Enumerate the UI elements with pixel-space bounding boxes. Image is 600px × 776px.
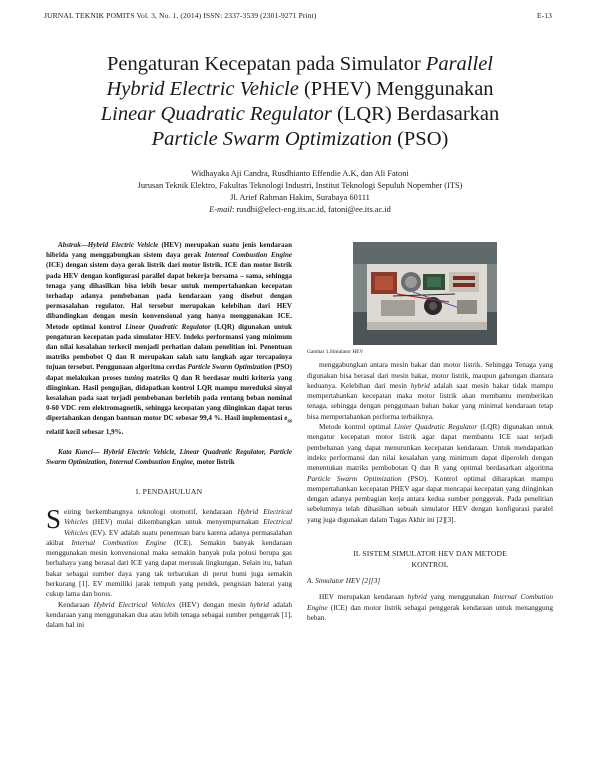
body-text: Particle Swarm Optimization	[307, 473, 402, 483]
body-text: Kendaraan	[58, 599, 94, 609]
body-text: Internal Combution Engine	[307, 592, 553, 612]
keywords-list: — Hybrid Electric Vehicle, Linear Quadratic Regulator, Particle Swarm Optimization, Internal Combustion Engine,	[46, 448, 292, 467]
paper-title	[52, 52, 548, 152]
title-part: (PSO)	[391, 128, 449, 150]
abstract-text: (ICE) dengan sistem daya gerak listrik dari motor listrik. ICE dan motor listrik pada HEV dengan konfigurasi parallel dapat bekerja bersama – sama, sehingga tenaga yang dihasilkan bisa lebih besar untuk mempertahankan kecepatan terhadap adanya pembebanan pada kendaraan yang disebut dengan permasalahan regulator. Hal tersebut merupakan kelebihan dari HEV dibandingkan dengan mesin konvensional yang hanya menggunakan ICE. Metode optimal kontrol	[46, 261, 292, 331]
abstract-text: Particle Swarm Optimization	[187, 363, 272, 372]
title-part-italic: Linear Quadratic Regulator	[100, 103, 332, 125]
email-label: E-mail	[209, 204, 232, 214]
section-heading-simulator	[307, 549, 553, 570]
address: Jl. Arief Rahman Hakim, Surabaya 60111	[230, 192, 370, 202]
abstract-text: (LQR) digunakan untuk pengaturan kecepatan pada simulator HEV. Indeks performansi yang minimum dan nilai kesalahan terkecil menjadi perhatian dalam penelitian ini. Penentuan matriks pembobot Q dan R merupakan salah satu langkah agar tercapainya tujuan tersebut. Penggunaan algoritma cerdas	[46, 322, 292, 372]
right-column	[307, 240, 553, 623]
author-block	[52, 168, 548, 216]
affiliation: Jurusan Teknik Elektro, Fakultas Teknologi Industri, Institut Teknologi Sepuluh Nopember (ITS)	[137, 180, 463, 190]
body-text: (HEV) dengan mesin	[175, 599, 250, 609]
abstract-text: relatif kecil sebesar 1,9%.	[46, 428, 124, 437]
keywords	[46, 447, 292, 467]
title-part-italic: Parallel	[425, 53, 493, 75]
right-paragraph-3	[307, 592, 553, 623]
author-names: Widhayaka Aji Candra, Rusdhianto Effendie A.K, dan Ali Fatoni	[191, 169, 409, 178]
right-paragraph-2	[307, 422, 553, 525]
body-text: Hybrid Electrical Vehicles	[93, 599, 176, 609]
section-heading-line: II. SISTEM SIMULATOR HEV DAN METODE	[353, 549, 507, 559]
section-heading-introduction: I. PENDAHULUAN	[135, 486, 203, 496]
abstract	[46, 240, 292, 437]
title-part: (PHEV) Menggunakan	[298, 78, 494, 100]
body-text: (ICE) dan motor listrik sebagai penggerak kendaraan untuk menanggung beban.	[307, 602, 553, 622]
body-text: Linier Quadratic Regulator	[393, 422, 478, 432]
intro-paragraph-1	[46, 503, 292, 600]
page-number: E-13	[536, 11, 552, 20]
body-text: menggabungkan antara mesin bakar dan motor listrik. Sehingga Tenaga yang digunakan bisa berasal dari mesin bakar, motor listrik, maupun gabungan diantara keduanya. Kelebihan dari mesin	[307, 360, 553, 390]
abstract-dash: —	[80, 241, 88, 249]
abstract-text: matriks Q dan R berdasar multi kriteria yang diinginkan. Hasil pengujian, didapatkan kontrol LQR mampu mereduksi sinyal kesalahan pada saat terjadi pembebanan berlebih pada rentang beban nominal 0-60 VDC rem elektromagnetik, sehingga kecepatan yang diinginkan dapat terus dipertahankan dengan bantuan motor DC sebesar 99,4 %. Hasil implementasi e	[46, 373, 292, 423]
body-text: Metode kontrol optimal	[319, 422, 394, 432]
intro-paragraph-2	[46, 600, 292, 631]
abstract-text: Hybrid Electric Vehicle	[87, 241, 159, 249]
title-part-italic: Particle Swarm Optimization	[151, 128, 392, 150]
body-text: eiring berkembangnya teknologi otomotif, kendaraan	[64, 506, 238, 516]
abstract-text: tuning	[124, 373, 144, 382]
abstract-text: Linear Quadratic Regulator	[125, 322, 211, 331]
body-text: hybrid	[407, 592, 427, 602]
figure-caption: Gambar 1.Simulator HEV	[307, 349, 364, 355]
hev-simulator-image	[353, 242, 497, 345]
drop-cap: S	[46, 503, 62, 534]
body-text: adalah saat mesin bakar tidak mampu mempertahankan kecepatan maka motor listrik akan membantu memberikan tenaga, sehingga dengan penggunaan bahan bakar yang minimal kendaraan tetap bisa mempertahankan performa terbaiknya.	[307, 380, 553, 421]
body-text: (LQR) digunakan untuk mengatur kecepatan motor listrik agar dapat membantu ICE saat terjadi pembebanan yang dapat menurunkan kecepatan kendaraan. Untuk mendapatkan indeks performansi dan nilai kesalahan yang minimum dapat diperoleh dengan menentukan matriks pembobotan Q dan R yang optimal berdasarkan algoritma	[307, 422, 553, 473]
subsection-heading: A. Simulator HEV [2][3]	[307, 576, 381, 586]
title-part-italic: Hybrid Electric Vehicle	[106, 78, 299, 100]
body-text: Electrical Vehicles	[64, 517, 292, 537]
title-part: Pengaturan Kecepatan pada Simulator	[107, 53, 426, 75]
body-text: hybrid	[410, 380, 430, 390]
abstract-label: Abstrak	[58, 241, 81, 249]
keywords-label: Kata Kunci	[58, 448, 93, 457]
body-text: (PSO). Kontrol optimal diharapkan mampu mempertahankan kecepatan PHEV agar dapat mencapai kecepatan yang diinginkan dengan adanya pembagian kerja antara kedua sumber penggerak. Pada penelitian sebelumnya telah dihasilkan sebuah simulator HEV dengan konfigurasi paralel yang juga digunakan dalam Tugas Akhir ini [2][3].	[307, 473, 553, 524]
body-text: adalah kendaraan yang menggunakan dua atau lebih tenaga sebagai sumber penggerak [1], dalam hal ini	[46, 599, 292, 630]
simulator-photo	[353, 242, 497, 345]
body-text: (EV). EV adalah suatu penemuan baru karena adanya permasalahan akibat	[46, 527, 292, 547]
body-text: Internal Combustion Engine	[71, 537, 167, 547]
right-paragraph-1	[307, 360, 553, 422]
title-part: (LQR) Berdasarkan	[331, 103, 500, 125]
abstract-subscript: ss	[287, 418, 292, 425]
email-addresses: : rusdhi@elect-eng.its.ac.id, fatoni@ee.its.ac.id	[231, 204, 391, 214]
abstract-text: (HEV) merupakan suatu jenis kendaraan hibrida yang menggabungkan sistem daya gerak	[46, 241, 292, 260]
running-header	[44, 11, 552, 23]
body-text: hybrid	[249, 599, 269, 609]
email-line	[52, 204, 548, 216]
abstract-text: (PSO) dapat melakukan proses	[46, 363, 292, 382]
keywords-list: motor listrik	[194, 458, 235, 467]
journal-citation: JURNAL TEKNIK POMITS Vol. 3, No. 1, (2014) ISSN: 2337-3539 (2301-9271 Print)	[44, 11, 317, 20]
body-text: Hybrid Electrical Vehicles	[64, 506, 292, 527]
left-column	[46, 240, 292, 631]
abstract-text: Internal Combustion Engine	[204, 251, 293, 260]
body-text: (HEV) mulai dikembangkan untuk menyempurnakan	[87, 517, 264, 527]
body-text: (ICE). Semakin banyak kendaraan menggunakan mesin konvensional maka semakin banyak pula polusi berupa gas berbahaya yang berasal dari ICE yang dapat merusak lingkungan. Selain itu, bahan bakar sebagai sumber daya yang tak terbarukan di perut bumi juga semakin berkurang [1]. EV memiliki jarak tempuh yang pendek, pengisian baterai yang cukup lama dan boros.	[46, 537, 292, 599]
body-text: yang menggunakan	[426, 592, 494, 602]
body-text: HEV merupakan kendaraan	[319, 592, 408, 602]
section-heading-line: KONTROL	[411, 559, 449, 569]
